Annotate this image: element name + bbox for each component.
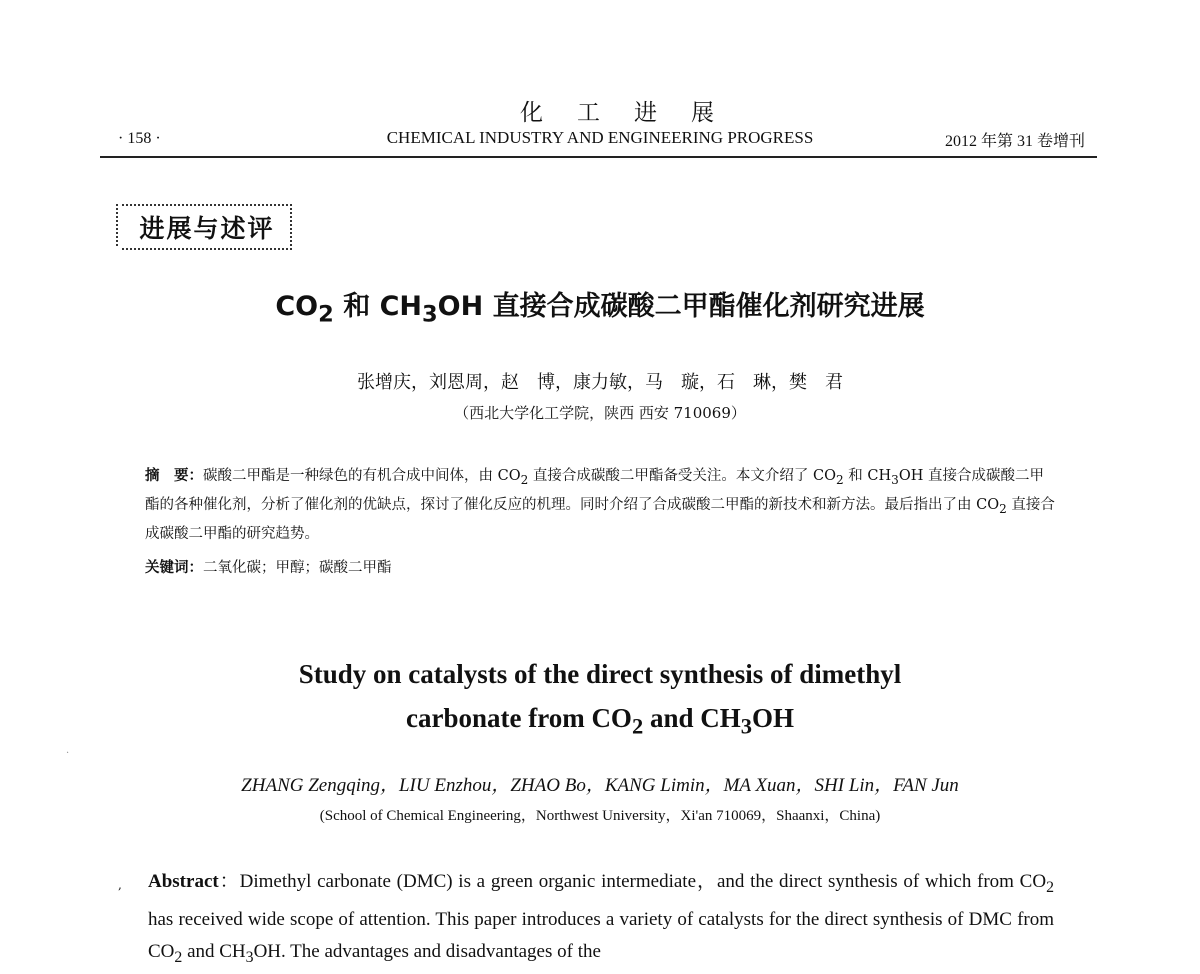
journal-title-en: CHEMICAL INDUSTRY AND ENGINEERING PROGRESS: [386, 128, 814, 147]
abstract-en-label: Abstract: [148, 871, 219, 892]
column-label: 进展与述评: [139, 214, 275, 243]
margin-dot: ·: [66, 748, 70, 759]
paper-title-en-line1: Study on catalysts of the direct synthesis of dimethyl: [298, 659, 902, 689]
keywords-cn: 关键词：二氧化碳；甲醇；碳酸二甲酯: [145, 560, 392, 576]
authors-cn: 张增庆，刘恩周，赵 博，康力敏，马 璇，石 琳，樊 君: [357, 372, 843, 393]
journal-title-cn: 化工进展: [520, 100, 748, 126]
paper-title-cn: $CO_2$ 和 $CH_3OH$ 直接合成碳酸二甲酯催化剂研究进展: [275, 291, 925, 328]
paper-title-en: [0, 652, 1200, 748]
affiliation-en: (School of Chemical Engineering，Northwest University，Xi'an 710069，Shaanxi，China): [319, 808, 881, 824]
margin-bullet: ,: [118, 878, 122, 892]
keywords-cn-label: 关键词：: [145, 560, 203, 576]
affiliation-cn: （西北大学化工学院，陕西 西安 710069）: [454, 404, 746, 422]
page-number: · 158 ·: [118, 130, 161, 147]
abstract-cn-label: 摘 要：: [145, 468, 203, 484]
paper-title-en-line2: carbonate from $CO_2$ and $CH_3OH$: [405, 703, 795, 739]
column-badge: [116, 196, 298, 254]
abstract-en: Abstract：Dimethyl carbonate (DMC) is a green organic intermediate，and the direct synthesis of which from $CO_2$ has received wide scope of attention. This paper introduces a variety of catalysts for the direct synthesis of DMC from $CO_2$ and $CH_3OH$. The advantages and disadvantages of the: [148, 871, 1054, 966]
abstract-cn: 摘 要：碳酸二甲酯是一种绿色的有机合成中间体，由 $CO_2$ 直接合成碳酸二甲酯备受关注。本文介绍了 $CO_2$ 和 $CH_3OH$ 直接合成碳酸二甲酯的各种催化剂，分析了催化剂的优缺点，探讨了催化反应的机理。同时介绍了合成碳酸二甲酯的新技术和新方法。最后指出了由 $CO_2$ 直接合成碳酸二甲酯的研究趋势。: [145, 468, 1055, 542]
issue-info: 2012 年第 31 卷增刊: [944, 133, 1085, 150]
authors-en: ZHANG Zengqing，LIU Enzhou，ZHAO Bo，KANG Limin，MA Xuan，SHI Lin，FAN Jun: [241, 775, 959, 796]
header-rule: [100, 156, 1097, 158]
